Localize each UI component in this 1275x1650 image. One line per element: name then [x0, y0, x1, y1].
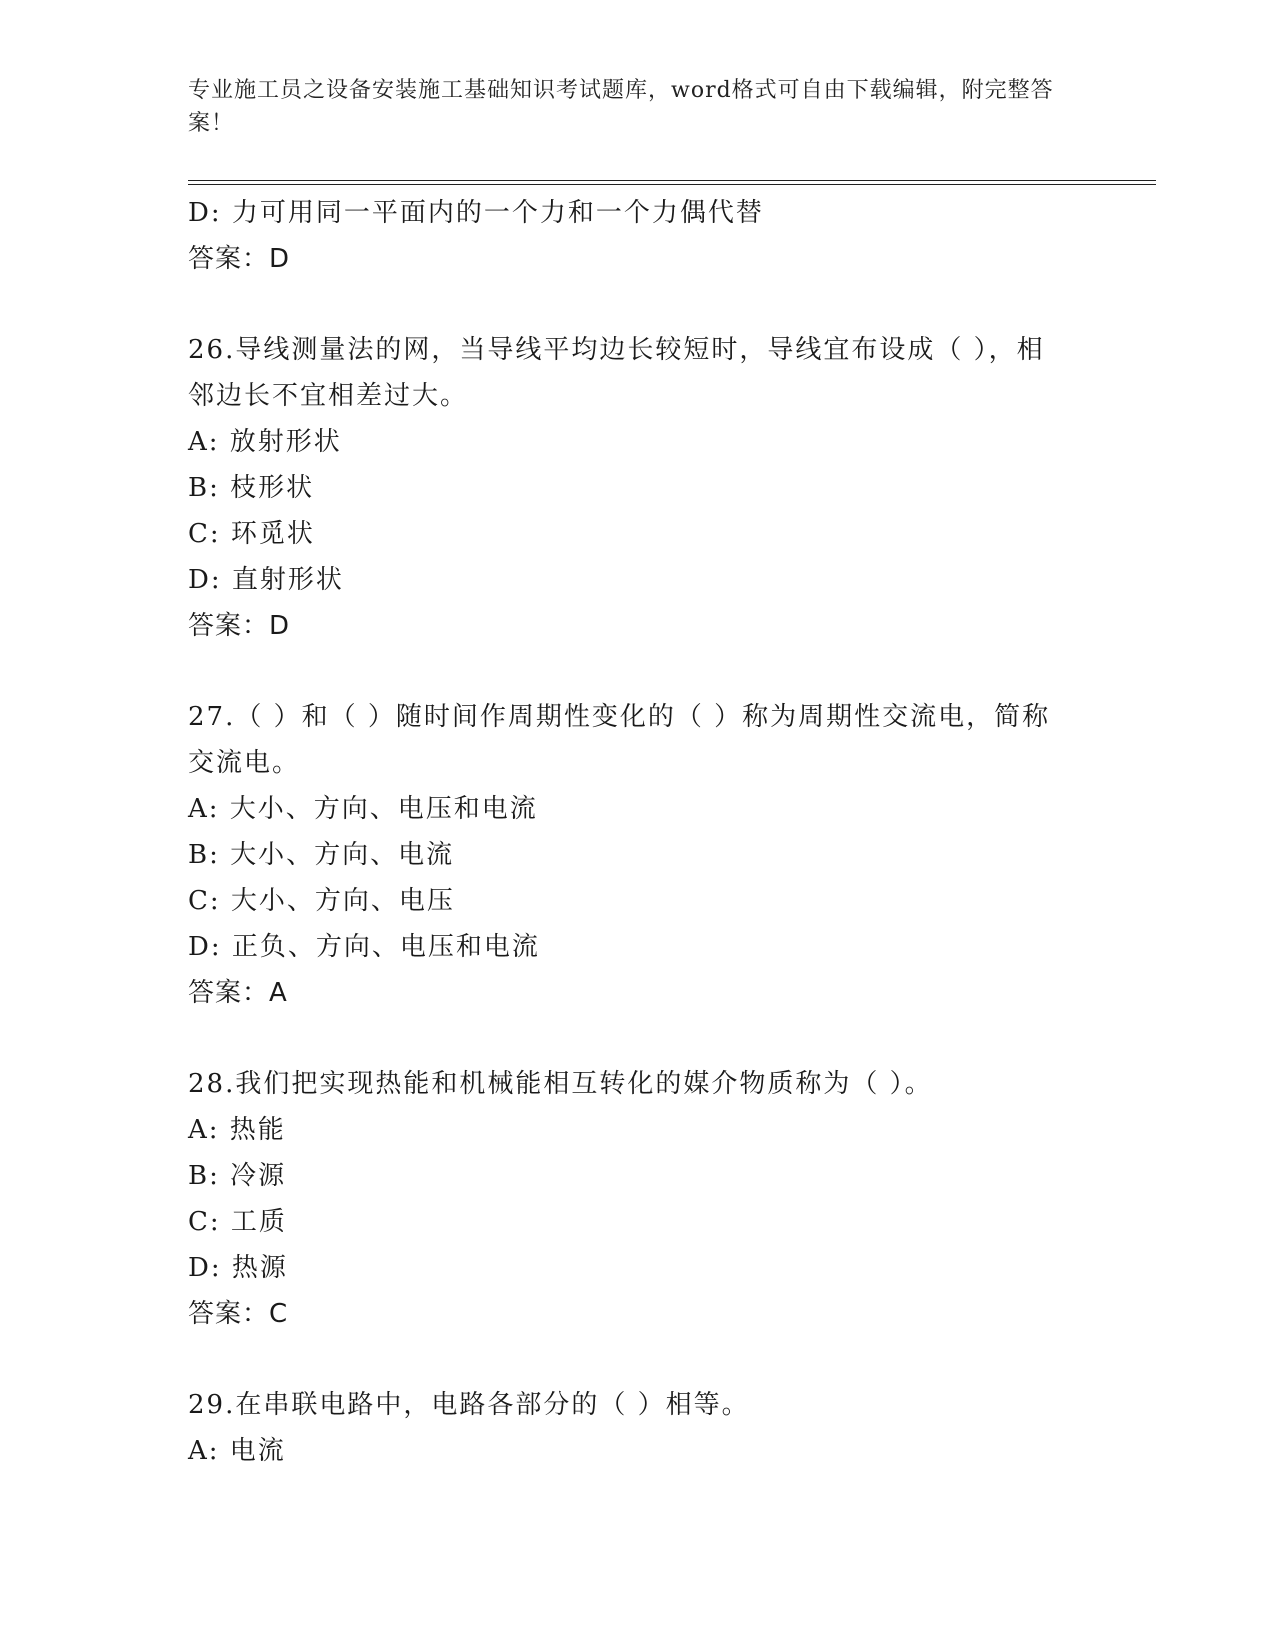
option-d: D: 热源 [188, 1253, 288, 1283]
option-d: D: 正负、方向、电压和电流 [188, 932, 540, 962]
option-a: A: 电流 [188, 1436, 286, 1466]
header-rule-top [188, 180, 1156, 181]
question-27 [188, 694, 1088, 1016]
question-answer: 答案：A [188, 978, 288, 1008]
option-c: C: 工质 [188, 1207, 287, 1237]
option-b: B: 大小、方向、电流 [188, 840, 455, 870]
question-content [188, 190, 1088, 1474]
question-29 [188, 1382, 1088, 1474]
option-c: C: 大小、方向、电压 [188, 886, 455, 916]
question-stem: 28.我们把实现热能和机械能相互转化的媒介物质称为（ ）。 [188, 1069, 933, 1099]
question-answer: 答案：D [188, 611, 291, 641]
option-a: A: 大小、方向、电压和电流 [188, 794, 538, 824]
question-stem: 27.（ ）和（ ）随时间作周期性变化的（ ）称为周期性交流电，简称交流电。 [188, 702, 1051, 778]
option-a: A: 放射形状 [188, 427, 342, 457]
header-rule-bottom [188, 184, 1156, 185]
carryover-answer: 答案：D [188, 244, 291, 274]
option-b: B: 冷源 [188, 1161, 287, 1191]
question-28 [188, 1061, 1088, 1337]
option-a: A: 热能 [188, 1115, 286, 1145]
question-stem: 26.导线测量法的网，当导线平均边长较短时，导线宜布设成（ ），相邻边长不宜相差过大。 [188, 335, 1045, 411]
option-b: B: 枝形状 [188, 473, 315, 503]
option-c: C: 环觅状 [188, 519, 315, 549]
question-answer: 答案：C [188, 1299, 289, 1329]
carryover-option-d: D: 力可用同一平面内的一个力和一个力偶代替 [188, 198, 764, 228]
question-stem: 29.在串联电路中，电路各部分的（ ）相等。 [188, 1390, 750, 1420]
option-d: D: 直射形状 [188, 565, 344, 595]
question-26 [188, 327, 1088, 649]
document-header: 专业施工员之设备安装施工基础知识考试题库，word格式可自由下载编辑，附完整答案！ [188, 78, 1054, 136]
